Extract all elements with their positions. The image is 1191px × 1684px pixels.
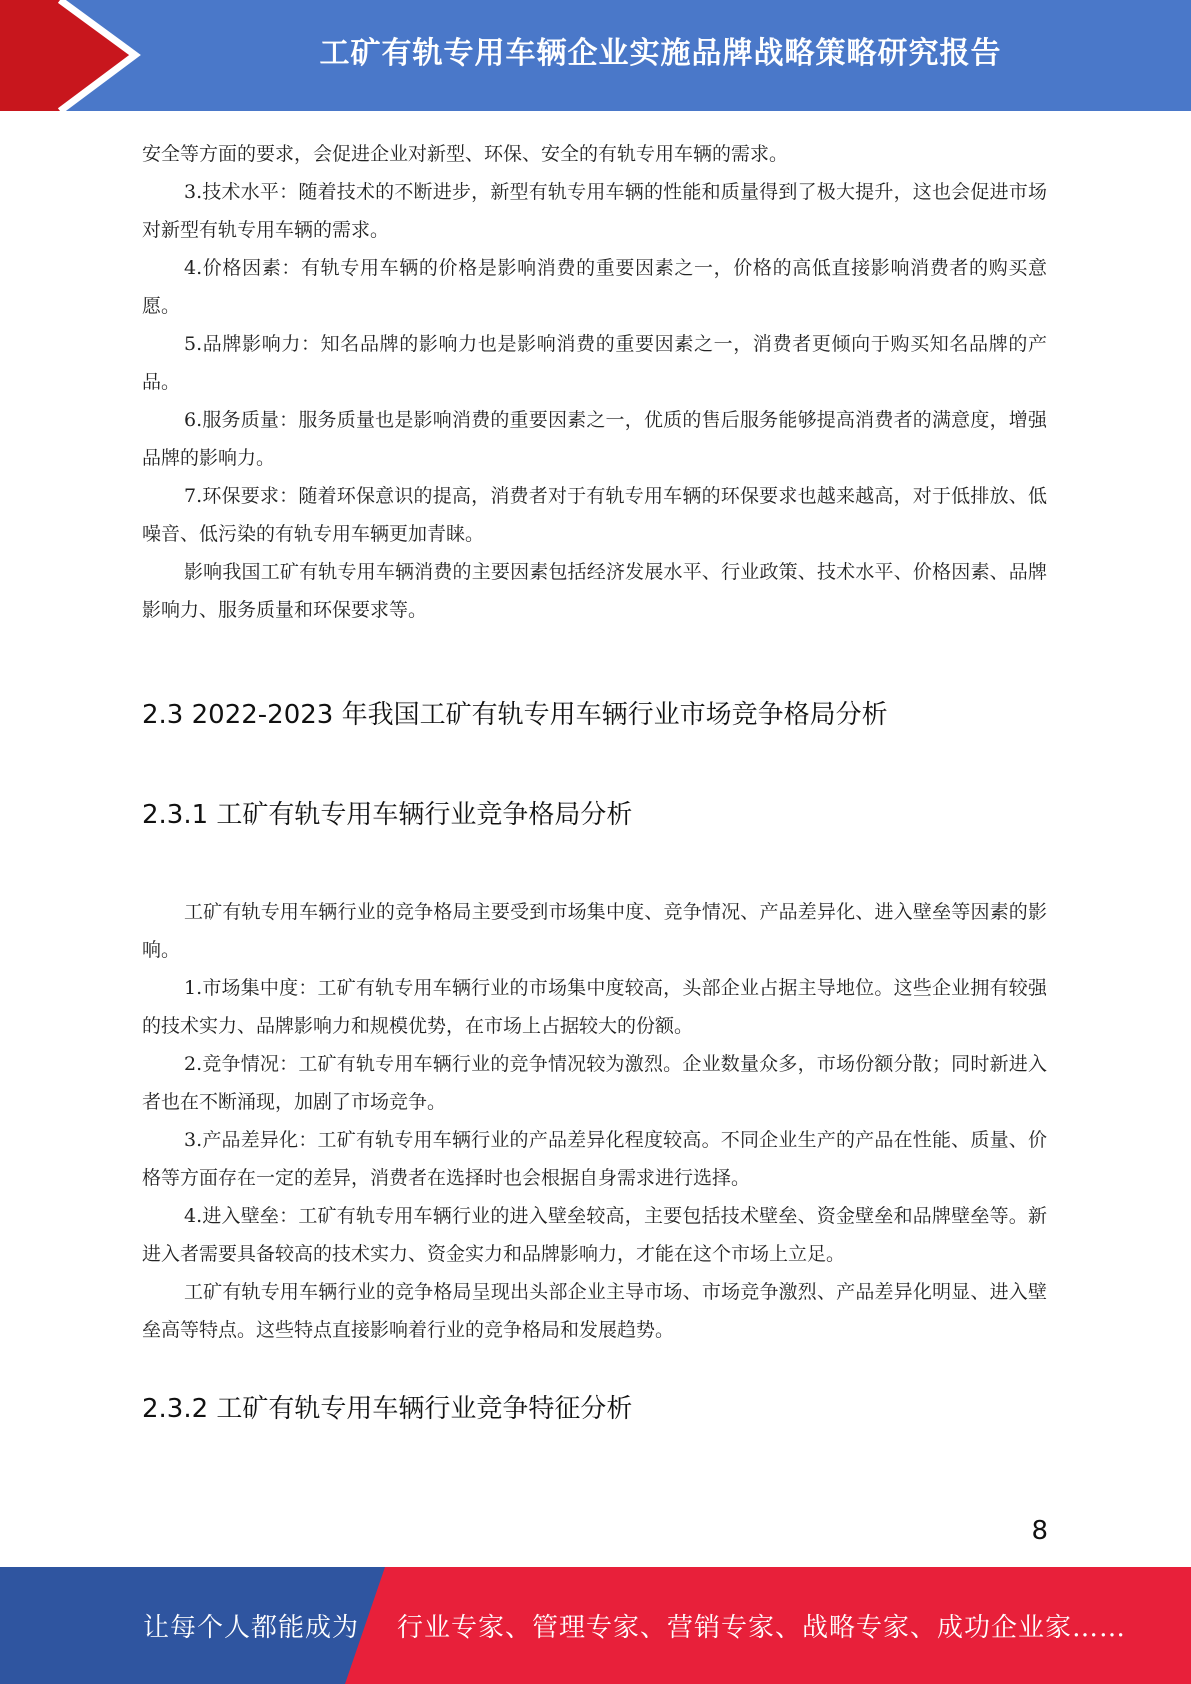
page-header xyxy=(0,0,1191,111)
footer-slogan-left: 让每个人都能成为 xyxy=(143,1613,360,1643)
paragraph: 3.产品差异化：工矿有轨专用车辆行业的产品差异化程度较高。不同企业生产的产品在性能、质量、价格等方面存在一定的差异，消费者在选择时也会根据自身需求进行选择。 xyxy=(142,1129,1047,1189)
paragraph: 3.技术水平：随着技术的不断进步，新型有轨专用车辆的性能和质量得到了极大提升，这也会促进市场对新型有轨专用车辆的需求。 xyxy=(142,181,1047,241)
section-2-3-1-body xyxy=(142,893,1047,1349)
page-footer xyxy=(0,1567,1191,1684)
paragraph: 6.服务质量：服务质量也是影响消费的重要因素之一，优质的售后服务能够提高消费者的满意度，增强品牌的影响力。 xyxy=(142,409,1047,469)
paragraph: 1.市场集中度：工矿有轨专用车辆行业的市场集中度较高，头部企业占据主导地位。这些企业拥有较强的技术实力、品牌影响力和规模优势，在市场上占据较大的份额。 xyxy=(142,977,1047,1037)
paragraph: 4.价格因素：有轨专用车辆的价格是影响消费的重要因素之一，价格的高低直接影响消费者的购买意愿。 xyxy=(142,257,1047,317)
paragraph: 工矿有轨专用车辆行业的竞争格局呈现出头部企业主导市场、市场竞争激烈、产品差异化明显、进入壁垒高等特点。这些特点直接影响着行业的竞争格局和发展趋势。 xyxy=(142,1281,1047,1341)
section-heading-2-3-2: 2.3.2 工矿有轨专用车辆行业竞争特征分析 xyxy=(142,1394,633,1424)
report-title: 工矿有轨专用车辆企业实施品牌战略策略研究报告 xyxy=(319,36,1002,71)
section-heading-2-3-1: 2.3.1 工矿有轨专用车辆行业竞争格局分析 xyxy=(142,800,633,830)
page-content xyxy=(142,135,1047,1429)
paragraph: 7.环保要求：随着环保意识的提高，消费者对于有轨专用车辆的环保要求也越来越高，对于低排放、低噪音、低污染的有轨专用车辆更加青睐。 xyxy=(142,485,1047,545)
section-heading-2-3: 2.3 2022-2023 年我国工矿有轨专用车辆行业市场竞争格局分析 xyxy=(142,700,888,730)
page-number: 8 xyxy=(1031,1516,1048,1546)
paragraph: 4.进入壁垒：工矿有轨专用车辆行业的进入壁垒较高，主要包括技术壁垒、资金壁垒和品牌壁垒等。新进入者需要具备较高的技术实力、资金实力和品牌影响力，才能在这个市场上立足。 xyxy=(142,1205,1047,1265)
paragraph: 安全等方面的要求，会促进企业对新型、环保、安全的有轨专用车辆的需求。 xyxy=(142,143,789,165)
paragraph: 2.竞争情况：工矿有轨专用车辆行业的竞争情况较为激烈。企业数量众多，市场份额分散；同时新进入者也在不断涌现，加剧了市场竞争。 xyxy=(142,1053,1047,1113)
paragraph: 工矿有轨专用车辆行业的竞争格局主要受到市场集中度、竞争情况、产品差异化、进入壁垒等因素的影响。 xyxy=(142,901,1047,961)
header-arrow-decoration xyxy=(0,0,170,111)
footer-slogan-right: 行业专家、管理专家、营销专家、战略专家、成功企业家…… xyxy=(397,1613,1127,1643)
paragraph: 影响我国工矿有轨专用车辆消费的主要因素包括经济发展水平、行业政策、技术水平、价格因素、品牌影响力、服务质量和环保要求等。 xyxy=(142,561,1047,621)
paragraph: 5.品牌影响力：知名品牌的影响力也是影响消费的重要因素之一，消费者更倾向于购买知名品牌的产品。 xyxy=(142,333,1047,393)
